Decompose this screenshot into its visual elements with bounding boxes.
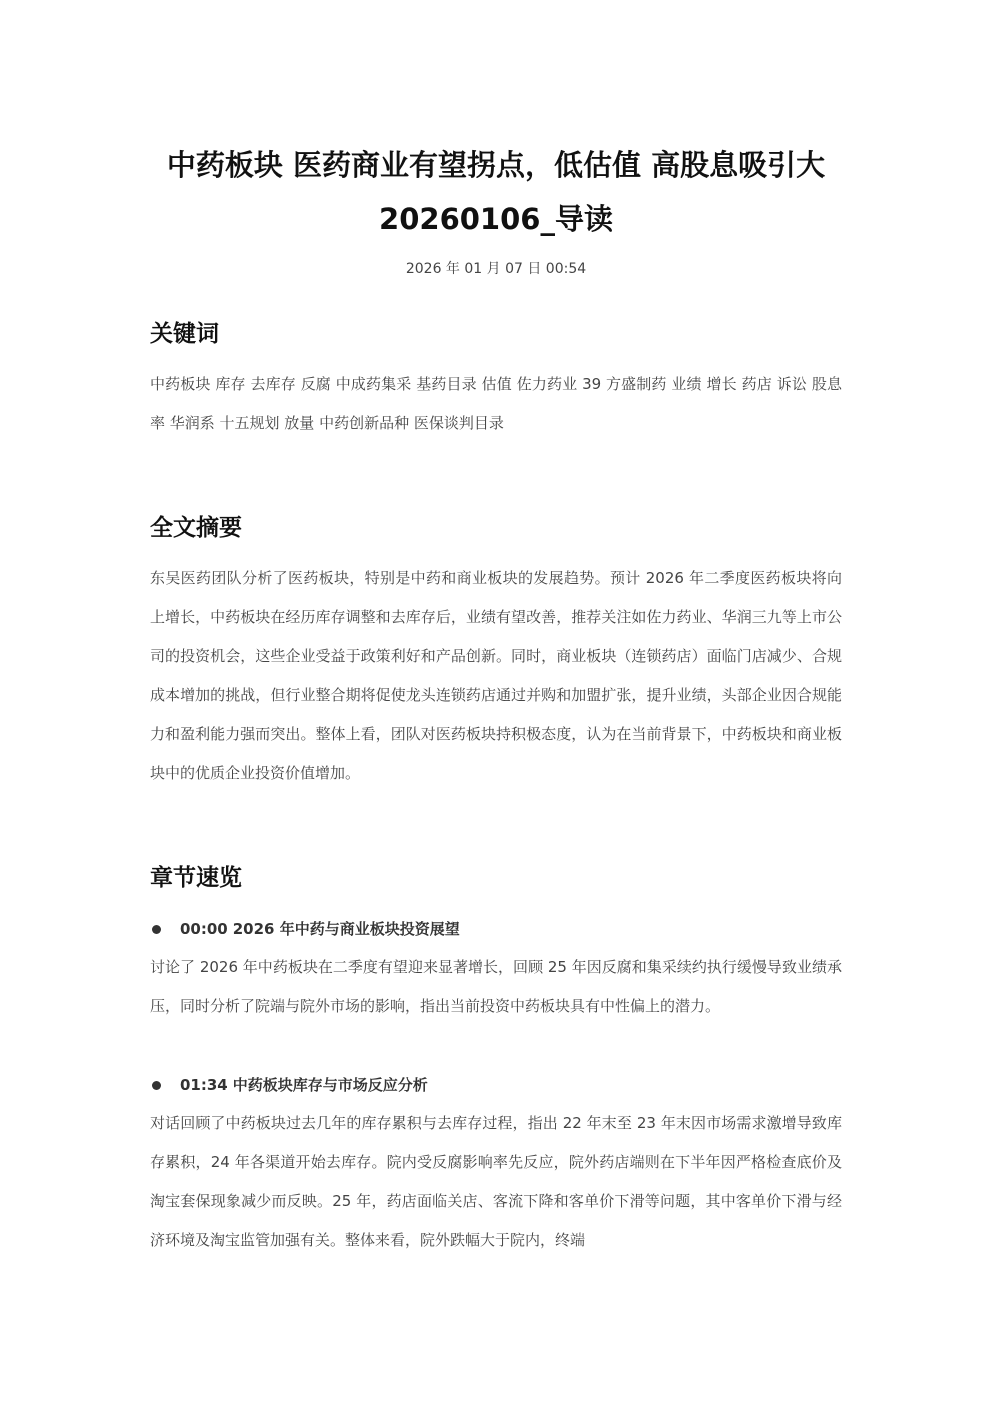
chapter-time: 01:34 bbox=[180, 1076, 228, 1094]
chapter-time: 00:00 bbox=[180, 920, 228, 938]
summary-heading: 全文摘要 bbox=[150, 515, 242, 541]
summary-text: 东吴医药团队分析了医药板块，特别是中药和商业板块的发展趋势。预计 2026 年二季度医药板块将向上增长，中药板块在经历库存调整和去库存后，业绩有望改善，推荐关注如佐力药业、华润三九等上市公司的投资机会，这些企业受益于政策利好和产品创新。同时，商业板块（连锁药店）面临门店减少、合规成本增加的挑战，但行业整合期将促使龙头连锁药店通过并购和加盟扩张，提升业绩，头部企业因合规能力和盈利能力强而突出。整体上看，团队对医药板块持积极态度，认为在当前背景下，中药板块和商业板块中的优质企业投资价值增加。 bbox=[150, 569, 842, 782]
bullet-icon bbox=[152, 1081, 161, 1090]
chapter-title: 中药板块库存与市场反应分析 bbox=[232, 1076, 428, 1094]
keywords-heading: 关键词 bbox=[150, 321, 219, 347]
chapter-text: 讨论了 2026 年中药板块在二季度有望迎来显著增长，回顾 25 年因反腐和集采续约执行缓慢导致业绩承压，同时分析了院端与院外市场的影响，指出当前投资中药板块具有中性偏上的潜力。 bbox=[150, 958, 842, 1015]
bullet-icon bbox=[152, 925, 161, 934]
document-date: 2026 年 01 月 07 日 00:54 bbox=[405, 261, 587, 277]
document-title: 中药板块 医药商业有望拐点，低估值 高股息吸引大20260106_导读 bbox=[166, 148, 826, 236]
chapter-title: 2026 年中药与商业板块投资展望 bbox=[232, 920, 460, 938]
chapters-heading: 章节速览 bbox=[150, 865, 242, 891]
chapter-text: 对话回顾了中药板块过去几年的库存累积与去库存过程，指出 22 年末至 23 年末因市场需求激增导致库存累积，24 年各渠道开始去库存。院内受反腐影响率先反应，院外药店端则在下半年因严格检查底价及淘宝套保现象减少而反映。25 年，药店面临关店、客流下降和客单价下滑等问题，其中客单价下滑与经济环境及淘宝监管加强有关。整体来看，院外跌幅大于院内，终端 bbox=[150, 1114, 842, 1249]
keywords-text: 中药板块 库存 去库存 反腐 中成药集采 基药目录 估值 佐力药业 39 方盛制药 业绩 增长 药店 诉讼 股息率 华润系 十五规划 放量 中药创新品种 医保谈判目录 bbox=[150, 375, 842, 432]
